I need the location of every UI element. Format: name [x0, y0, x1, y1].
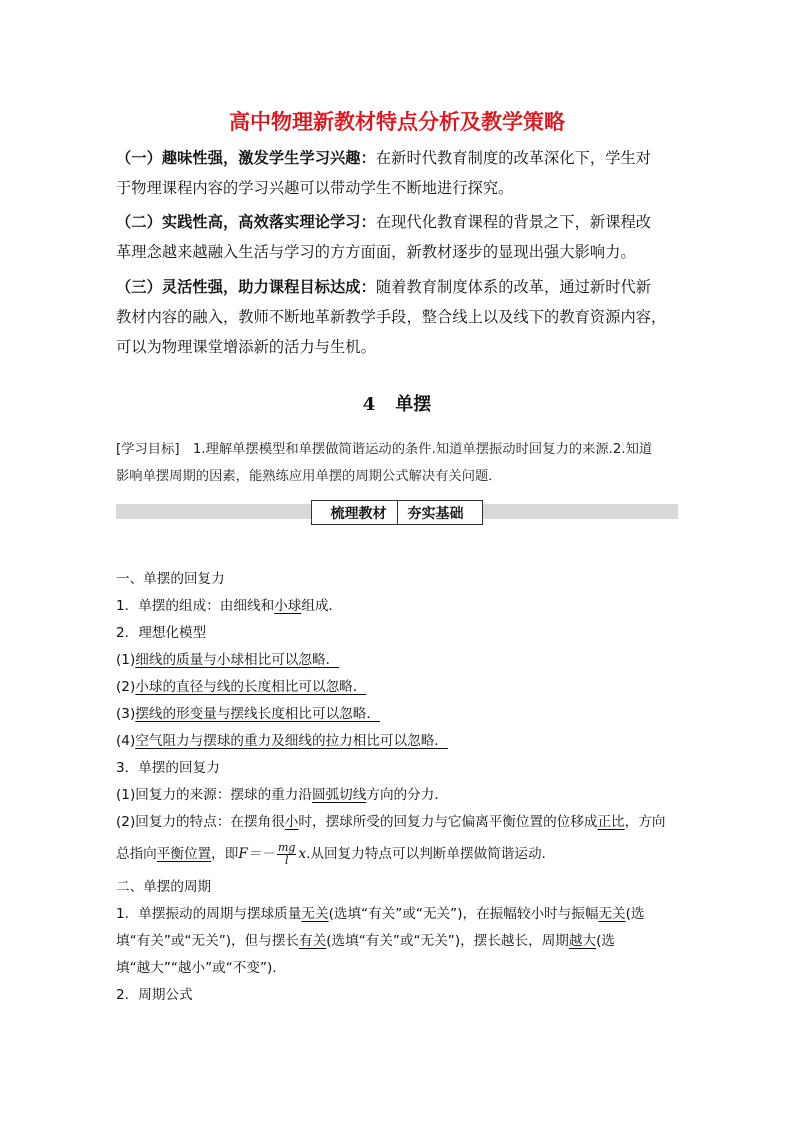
goals-line: [学习目标] 1.理解单摆模型和单摆做简谐运动的条件.知道单摆振动时回复力的来源.2.知道	[116, 442, 653, 457]
item-text: 1．单摆的组成：由细线和	[116, 598, 275, 614]
section-heading: 二、单摆的周期	[116, 879, 212, 895]
item-text: ，即	[211, 846, 239, 862]
list-item	[116, 928, 678, 955]
item-text: ，方向	[624, 814, 666, 830]
feature-text: 在现代化教育课程的背景之下，新课程改	[375, 213, 652, 231]
feature-paragraph-3	[116, 272, 678, 362]
answer-blank: 小球的直径与线的长度相比可以忽略．	[135, 679, 367, 695]
feature-label: （三）灵活性强，助力课程目标达成：	[116, 278, 376, 296]
list-item	[116, 674, 678, 701]
feature-paragraph-2	[116, 207, 678, 267]
list-item: 2．周期公式	[116, 987, 193, 1003]
list-item	[116, 701, 678, 728]
answer-blank: 空气阻力与摆球的重力及细线的拉力相比可以忽略．	[135, 733, 448, 749]
answer-blank: 正比	[597, 814, 625, 830]
answer-blank: 细线的质量与小球相比可以忽略．	[135, 652, 340, 668]
answer-blank: 小	[284, 814, 299, 830]
list-item	[116, 728, 678, 755]
list-item	[116, 593, 678, 620]
answer-blank: 越大	[568, 933, 597, 949]
item-text: 方向的分力．	[366, 787, 448, 803]
list-item	[116, 782, 678, 809]
lesson-title	[0, 390, 794, 416]
item-text: (3)	[116, 706, 136, 722]
item-text: (2)	[116, 679, 136, 695]
lesson-name: 单摆	[395, 394, 432, 415]
answer-blank: 圆弧切线	[311, 787, 367, 803]
banner-right-label: 夯实基础	[407, 505, 464, 522]
item-text: (4)	[116, 733, 136, 749]
list-item	[116, 647, 678, 674]
content-body	[116, 566, 678, 1009]
item-text: (1)	[116, 652, 136, 668]
item-text: 时，摆球所受的回复力与它偏离平衡位置的位移成	[298, 814, 598, 830]
learning-goals	[116, 436, 678, 490]
item-text: 总指向	[116, 846, 157, 862]
answer-blank: 无关	[598, 906, 626, 922]
feature-label: （二）实践性高，高效落实理论学习：	[116, 213, 376, 231]
formula-fraction	[277, 842, 296, 867]
item-text: (选	[596, 933, 615, 949]
answer-blank: 平衡位置	[156, 846, 212, 862]
list-item	[116, 901, 678, 928]
banner-left-label: 梳理教材	[330, 505, 387, 522]
item-text: (选填“有关”或“无关”)，摆长越长，周期	[326, 933, 569, 949]
fraction-denominator: l	[284, 853, 289, 867]
item-text: 组成．	[301, 598, 343, 614]
item-text: 填“有关”或“无关”)，但与摆长	[116, 933, 300, 949]
feature-text: 可以为物理课堂增添新的活力与生机。	[116, 338, 376, 356]
item-text: (选填“有关”或“无关”)，在振幅较小时与振幅	[328, 906, 599, 922]
list-item: 填“越大”“越小”或“不变”)．	[116, 960, 286, 976]
item-text: (2)回复力的特点：在摆角很	[116, 814, 285, 830]
goals-line: 影响单摆周期的因素，能熟练应用单摆的周期公式解决有关问题．	[116, 469, 502, 484]
feature-label: （一）趣味性强，激发学生学习兴趣：	[116, 149, 376, 167]
answer-blank: 小球	[274, 598, 302, 614]
section-banner	[311, 500, 483, 525]
formula-variable: x	[298, 846, 307, 862]
item-text: 1．单摆振动的周期与摆球质量	[116, 906, 302, 922]
list-item	[116, 836, 678, 872]
item-text: .从回复力特点可以判断单摆做简谐运动．	[306, 846, 556, 862]
answer-blank: 无关	[301, 906, 329, 922]
item-text: (选	[625, 906, 645, 922]
answer-blank: 有关	[299, 933, 327, 949]
list-item: 2．理想化模型	[116, 625, 207, 641]
feature-text: 革理念越来越融入生活与学习的方方面面，新教材逐步的显现出强大影响力。	[116, 243, 636, 261]
lesson-number: 4	[362, 394, 376, 415]
item-text: (1)回复力的来源：摆球的重力沿	[116, 787, 312, 803]
answer-blank: 摆线的形变量与摆线长度相比可以忽略．	[135, 706, 380, 722]
page-title: 高中物理新教材特点分析及教学策略	[229, 109, 565, 134]
feature-text: 于物理课程内容的学习兴趣可以带动学生不断地进行探究。	[116, 179, 514, 197]
list-item: 3．单摆的回复力	[116, 760, 220, 776]
feature-paragraph-1	[116, 143, 678, 203]
feature-text: 在新时代教育制度的改革深化下，学生对	[375, 149, 652, 167]
fraction-numerator: mg	[277, 840, 296, 854]
feature-text: 随着教育制度体系的改革，通过新时代新	[375, 278, 652, 296]
formula-lhs: F＝－	[238, 846, 275, 862]
banner-divider	[397, 501, 398, 524]
section-heading: 一、单摆的回复力	[116, 571, 225, 587]
list-item	[116, 809, 678, 836]
feature-text: 教材内容的融入，教师不断地革新教学手段，整合线上以及线下的教育资源内容，	[116, 308, 667, 326]
